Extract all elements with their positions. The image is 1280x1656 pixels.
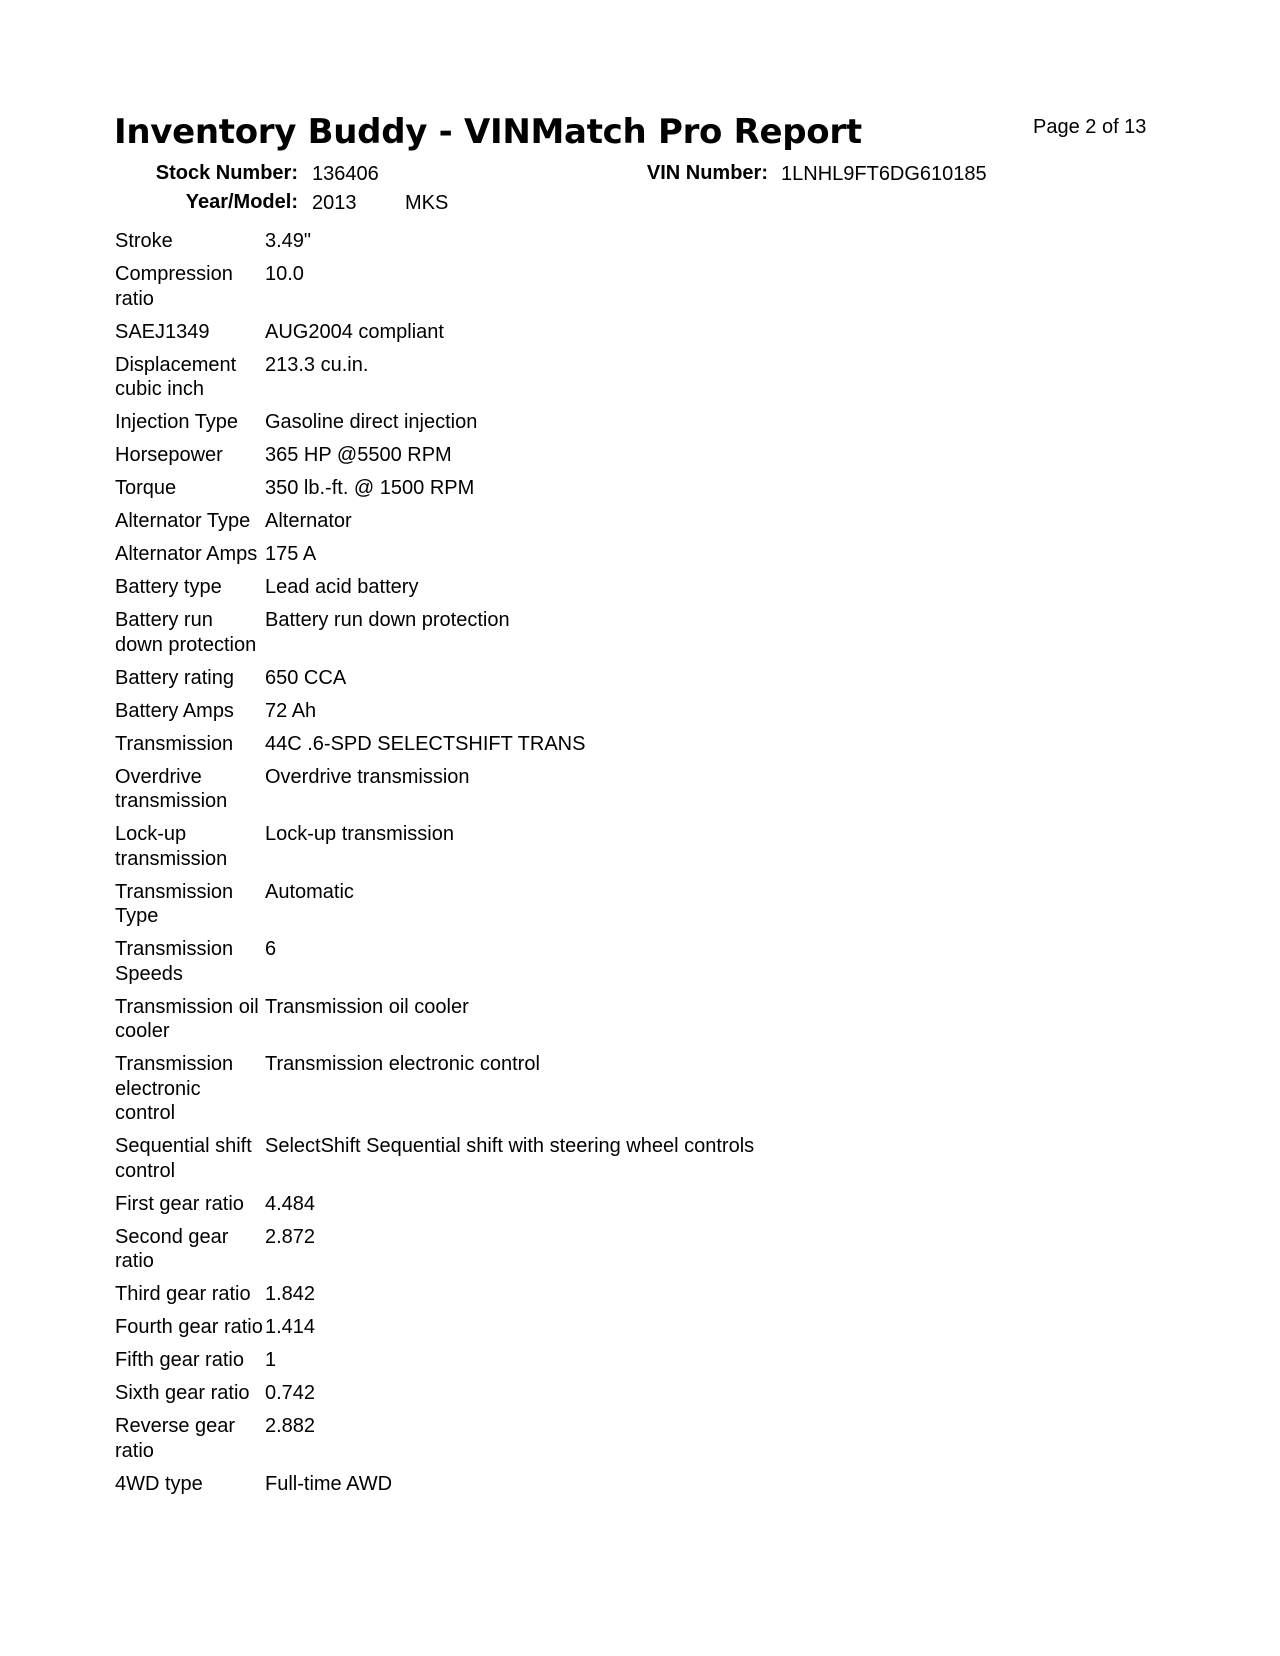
spec-label: First gear ratio: [115, 1192, 244, 1215]
spec-value: 213.3 cu.in.: [265, 353, 369, 376]
spec-row: [115, 509, 1015, 542]
spec-label: Lock-up transmission: [115, 823, 228, 870]
spec-value: Overdrive transmission: [265, 765, 470, 788]
spec-row: [115, 1348, 1015, 1381]
spec-row: [115, 1315, 1015, 1348]
spec-value: 6: [265, 938, 277, 960]
spec-row: [115, 995, 1015, 1053]
spec-value: Full-time AWD: [265, 1472, 393, 1495]
spec-label: Injection Type: [115, 411, 239, 433]
spec-label: Displacement cubic inch: [115, 353, 237, 400]
stock-number-label: Stock Number:: [155, 162, 298, 184]
spec-label: Torque: [115, 477, 177, 499]
year-value: 2013: [312, 192, 357, 214]
spec-row: [115, 666, 1015, 699]
spec-value: Battery run down protection: [265, 609, 510, 631]
spec-row: [115, 1472, 1015, 1505]
spec-value: 1: [265, 1349, 277, 1371]
spec-value: Transmission electronic control: [265, 1053, 540, 1075]
page-number: Page 2 of 13: [1033, 116, 1147, 138]
spec-label: Transmission Type: [115, 880, 234, 927]
spec-value: 4.484: [265, 1192, 316, 1215]
spec-label: Fourth gear ratio: [115, 1316, 263, 1338]
spec-row: [115, 699, 1015, 732]
spec-label: Overdrive transmission: [115, 765, 228, 812]
spec-row: [115, 353, 1015, 411]
spec-row: [115, 320, 1015, 353]
spec-value: 44C .6-SPD SELECTSHIFT TRANS: [265, 732, 586, 755]
spec-value: Automatic: [265, 880, 354, 903]
spec-label: Battery rating: [115, 666, 234, 689]
spec-label: Transmission Speeds: [115, 938, 234, 985]
spec-row: [115, 575, 1015, 608]
spec-list: [115, 229, 1015, 1505]
spec-value: 3.49": [265, 230, 312, 252]
spec-label: SAEJ1349: [115, 320, 210, 343]
spec-row: [115, 937, 1015, 995]
spec-value: Gasoline direct injection: [265, 411, 478, 433]
spec-label: 4WD type: [115, 1472, 203, 1495]
spec-value: 350 lb.-ft. @ 1500 RPM: [265, 477, 475, 499]
spec-value: Lock-up transmission: [265, 823, 454, 845]
spec-label: Sequential shift control: [115, 1135, 252, 1182]
spec-value: Transmission oil cooler: [265, 995, 469, 1018]
spec-label: Transmission oil cooler: [115, 995, 259, 1042]
spec-row: [115, 608, 1015, 666]
spec-row: [115, 822, 1015, 880]
spec-label: Horsepower: [115, 444, 223, 466]
vin-number-label: VIN Number:: [646, 162, 768, 184]
spec-label: Second gear ratio: [115, 1225, 229, 1272]
spec-label: Alternator Type: [115, 510, 251, 532]
spec-row: [115, 476, 1015, 509]
spec-label: Stroke: [115, 230, 173, 252]
spec-value: 72 Ah: [265, 699, 317, 722]
year-model-label: Year/Model:: [185, 191, 298, 213]
spec-value: 10.0: [265, 263, 304, 285]
spec-value: 365 HP @5500 RPM: [265, 444, 452, 466]
spec-label: Compression ratio: [115, 263, 233, 310]
spec-row: [115, 1381, 1015, 1414]
spec-row: [115, 732, 1015, 765]
stock-number-value: 136406: [312, 163, 379, 185]
spec-value: Alternator: [265, 510, 352, 532]
report-title: Inventory Buddy - VINMatch Pro Report: [114, 112, 862, 152]
spec-row: [115, 1414, 1015, 1472]
spec-value: 1.414: [265, 1316, 316, 1338]
spec-row: [115, 880, 1015, 938]
spec-row: [115, 410, 1015, 443]
spec-row: [115, 1192, 1015, 1225]
vin-number-value: 1LNHL9FT6DG610185: [781, 163, 987, 185]
spec-row: [115, 229, 1015, 262]
spec-label: Sixth gear ratio: [115, 1382, 250, 1404]
spec-label: Battery type: [115, 576, 222, 598]
spec-label: Fifth gear ratio: [115, 1349, 244, 1371]
spec-label: Reverse gear ratio: [115, 1415, 236, 1462]
spec-row: [115, 443, 1015, 476]
spec-label: Transmission: [115, 732, 234, 755]
spec-value: 650 CCA: [265, 666, 347, 689]
spec-value: 175 A: [265, 543, 317, 565]
spec-label: Third gear ratio: [115, 1283, 251, 1305]
spec-row: [115, 542, 1015, 575]
spec-value: Lead acid battery: [265, 576, 419, 598]
spec-value: 2.872: [265, 1225, 316, 1248]
spec-label: Battery run down protection: [115, 609, 257, 656]
spec-row: [115, 1134, 1015, 1192]
spec-row: [115, 765, 1015, 823]
spec-row: [115, 1225, 1015, 1283]
spec-label: Battery Amps: [115, 699, 234, 722]
spec-value: SelectShift Sequential shift with steering wheel controls: [265, 1135, 755, 1157]
spec-label: Alternator Amps: [115, 543, 258, 565]
spec-value: 2.882: [265, 1415, 316, 1437]
spec-value: 1.842: [265, 1283, 316, 1305]
spec-row: [115, 1052, 1015, 1134]
spec-row: [115, 262, 1015, 320]
spec-row: [115, 1282, 1015, 1315]
spec-value: AUG2004 compliant: [265, 320, 444, 343]
model-value: MKS: [405, 192, 449, 214]
spec-label: Transmission electronic control: [115, 1053, 234, 1124]
spec-value: 0.742: [265, 1382, 316, 1404]
